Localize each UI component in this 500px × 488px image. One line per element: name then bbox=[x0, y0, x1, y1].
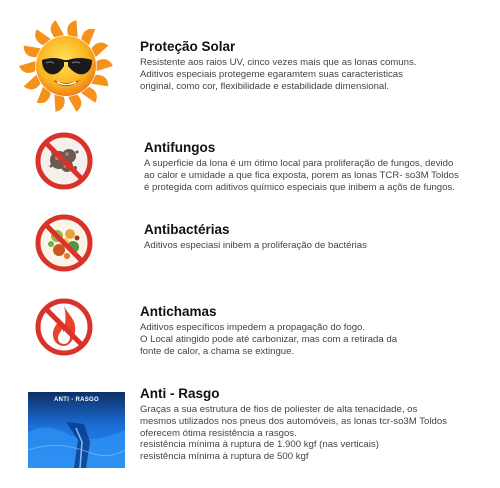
feature-title: Antibactérias bbox=[144, 222, 230, 237]
feature-solar-protection bbox=[0, 12, 500, 117]
description-line: A superficie da lona é um ótimo local para proliferação de fungos, devido bbox=[144, 158, 454, 169]
sun-ray bbox=[54, 95, 64, 112]
feature-description bbox=[140, 404, 447, 463]
feature-description bbox=[140, 322, 397, 357]
sun-ray bbox=[91, 43, 108, 58]
description-line: Resistente aos raios UV, cinco vezes mais que as lonas comuns. bbox=[140, 57, 417, 68]
feature-antibacterial bbox=[0, 210, 500, 280]
feature-antifungal-text bbox=[144, 140, 459, 193]
feature-title: Anti - Rasgo bbox=[140, 386, 220, 401]
no-bacteria-icon bbox=[33, 212, 95, 274]
torn-tarp-icon bbox=[28, 392, 125, 468]
sun-ray bbox=[67, 20, 77, 37]
feature-tear-text bbox=[140, 386, 447, 463]
description-line: Graças a sua estrutura de fios de poliester de alta tenacidade, os bbox=[140, 404, 418, 415]
feature-tear-resistant bbox=[0, 382, 500, 482]
feature-fire-text bbox=[140, 304, 397, 357]
description-line: fonte de calor, a chama se extingue. bbox=[140, 345, 295, 357]
description-line: O Local atingido pode até carbonizar, mas com a retirada da bbox=[140, 333, 398, 345]
description-line: Aditivos específicos impedem a propagação do fogo. bbox=[140, 322, 366, 333]
feature-title: Proteção Solar bbox=[140, 39, 236, 54]
feature-antibacterial-text bbox=[144, 222, 367, 252]
no-fungus-icon bbox=[33, 130, 95, 192]
no-fire-icon bbox=[33, 296, 95, 358]
sun-with-sunglasses-icon bbox=[8, 16, 126, 116]
feature-description bbox=[140, 57, 416, 92]
description-line: original, como cor, flexibilidade e estabilidade dimensional. bbox=[140, 80, 390, 92]
description-line: ao calor e umidade a que fica exposta, porem as lonas TCR- so3M Toldos bbox=[144, 169, 459, 181]
description-line: Aditivos especiasi inibem a proliferação de bactérias bbox=[144, 240, 367, 251]
sun-ray bbox=[97, 59, 113, 71]
feature-title: Antichamas bbox=[140, 304, 217, 319]
description-line: Aditivos especiais protegeme egaramtem suas caracteristicas bbox=[140, 68, 403, 80]
sun-ray bbox=[19, 61, 35, 73]
description-line: mesmos utilizados nos pneus dos automóveis, as lonas tcr-so3M Toldos bbox=[140, 415, 447, 427]
description-line: é protegida com aditivos químico especiais que inibem a açõs de fungos. bbox=[144, 181, 455, 193]
tarp-image-label: ANTI - RASGO bbox=[54, 397, 99, 403]
feature-title: Antifungos bbox=[144, 140, 216, 155]
description-line: resistência mínima à ruptura de 1.900 kgf (nas verticais) bbox=[140, 439, 379, 451]
description-line: resistência mínima à ruptura de 500 kgf bbox=[140, 451, 309, 463]
feature-fire-retardant bbox=[0, 294, 500, 374]
feature-antifungal bbox=[0, 128, 500, 203]
feature-description bbox=[144, 240, 367, 252]
feature-solar-text bbox=[140, 39, 416, 92]
description-line: oferecem ótima resistência a rasgos. bbox=[140, 427, 297, 439]
sun-ray bbox=[51, 20, 64, 37]
sun-ray bbox=[68, 95, 81, 112]
feature-description bbox=[144, 158, 459, 193]
sun-ray bbox=[24, 75, 41, 90]
